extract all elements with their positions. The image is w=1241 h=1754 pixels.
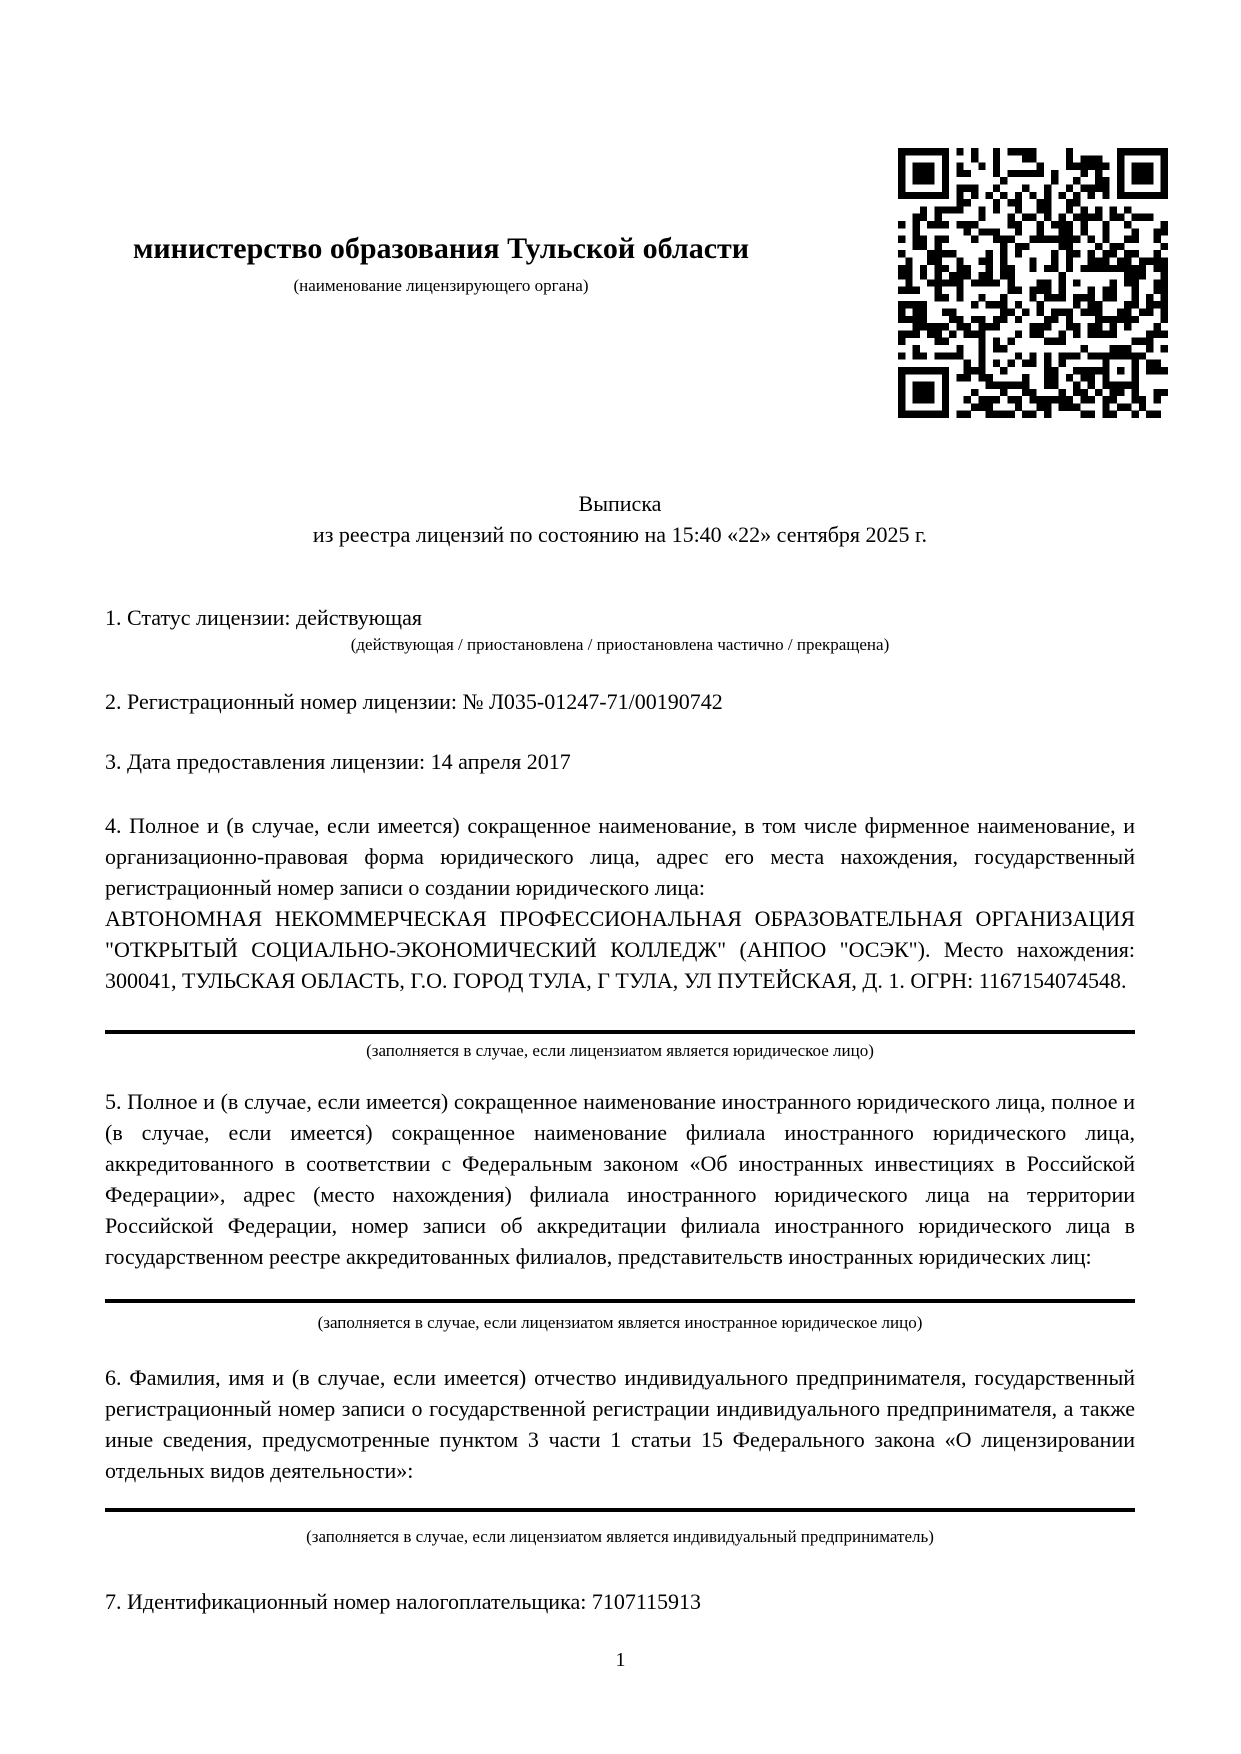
qr-code-image [898,148,1168,418]
item-4-legal-entity [105,810,1135,996]
header [105,230,777,296]
item-3-license-date: 3. Дата предоставления лицензии: 14 апреля 2017 [105,749,571,774]
licensing-authority-caption: (наименование лицензирующего органа) [293,276,589,295]
item-5-note: (заполняется в случае, если лицензиатом является иностранное юридическое лицо) [317,1313,923,1332]
separator-line-individual-entrepreneur [105,1508,1135,1512]
item-5-text: 5. Полное и (в случае, если имеется) сокращенное наименование иностранного юридического лица, полное и (в случае, если имеется) сокращенное наименование филиала иностранного юридического лица, аккредитованного в соответствии с Федеральным законом «Об иностранных инвестициях в Российской Федерации», адрес (место нахождения) филиала иностранного юридического лица на территории Российской Федерации, номер записи об аккредитации филиала иностранного юридического лица в государственном реестре аккредитованных филиалов, представительств иностранных юридических лиц: [105,1089,1135,1269]
item-6-note: (заполняется в случае, если лицензиатом является индивидуальный предприниматель) [306,1527,934,1546]
qr-code [898,148,1168,418]
item-6-individual-entrepreneur [105,1362,1135,1486]
separator-line-legal-entity [105,1030,1135,1034]
document-title [105,488,1135,550]
item-4-note: (заполняется в случае, если лицензиатом является юридическое лицо) [366,1041,874,1060]
item-1-note: (действующая / приостановлена / приостановлена частично / прекращена) [350,635,890,654]
item-4-organization-value: АВТОНОМНАЯ НЕКОММЕРЧЕСКАЯ ПРОФЕССИОНАЛЬНАЯ ОБРАЗОВАТЕЛЬНАЯ ОРГАНИЗАЦИЯ "ОТКРЫТЫЙ СОЦИАЛЬНО-ЭКОНОМИЧЕСКИЙ КОЛЛЕДЖ" (АНПОО "ОСЭК"). Место нахождения: 300041, ТУЛЬСКАЯ ОБЛАСТЬ, Г.О. ГОРОД ТУЛА, Г ТУЛА, УЛ ПУТЕЙСКАЯ, Д. 1. ОГРН: 1167154074548. [105,906,1135,993]
item-7-taxpayer-number: 7. Идентификационный номер налогоплательщика: 7107115913 [105,1589,701,1614]
item-4-text: 4. Полное и (в случае, если имеется) сокращенное наименование, в том числе фирменное наименование, и организационно-правовая форма юридического лица, адрес его места нахождения, государственный регистрационный номер записи о создании юридического лица: [105,813,1135,900]
extract-subtitle: из реестра лицензий по состоянию на 15:40 «22» сентября 2025 г. [312,522,928,547]
item-5-foreign-entity [105,1086,1135,1272]
licensing-authority-title: министерство образования Тульской области [132,232,750,265]
separator-line-foreign-entity [105,1299,1135,1303]
item-2-registration-number: 2. Регистрационный номер лицензии: № Л035-01247-71/00190742 [105,689,723,714]
extract-title: Выписка [578,491,662,516]
item-6-text: 6. Фамилия, имя и (в случае, если имеется) отчество индивидуального предпринимателя, государственный регистрационный номер записи о государственной регистрации индивидуального предпринимателя, а также иные сведения, предусмотренные пунктом 3 части 1 статьи 15 Федерального закона «О лицензировании отдельных видов деятельности»: [105,1365,1135,1483]
item-1-license-status: 1. Статус лицензии: действующая [105,605,422,630]
page-number: 1 [615,1649,626,1671]
